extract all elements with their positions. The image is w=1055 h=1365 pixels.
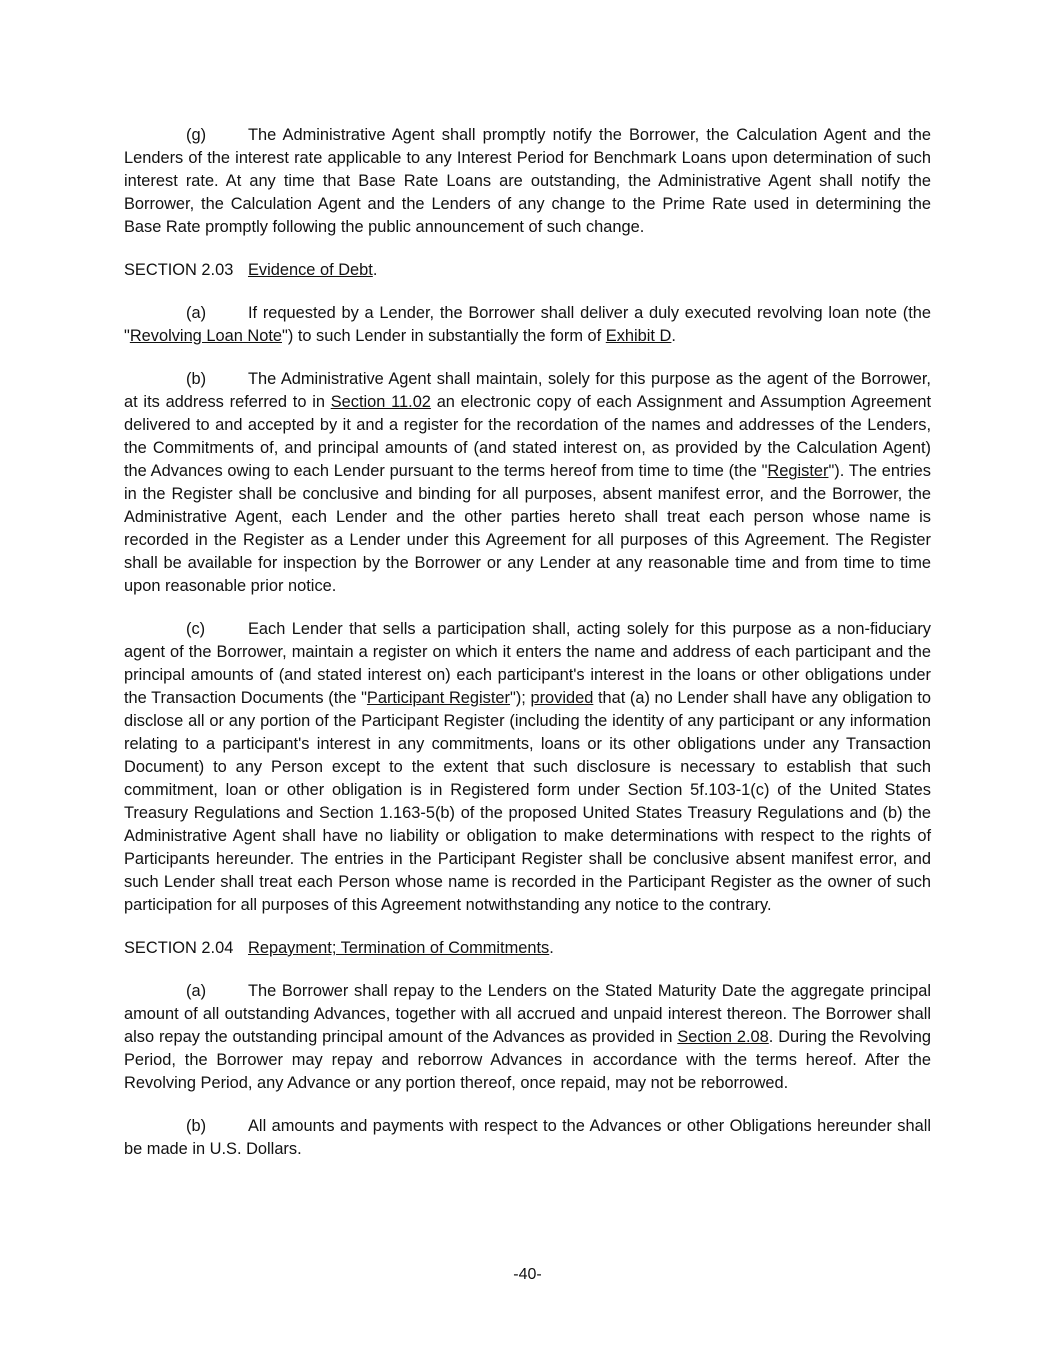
section-2-03-heading: SECTION 2.03 Evidence of Debt. — [124, 259, 931, 282]
paragraph-g — [124, 124, 931, 239]
paragraph-2-04-b — [124, 1115, 931, 1161]
defined-term-participant-register: Participant Register — [366, 689, 511, 707]
paragraph-2-03-b: (b) The Administrative Agent shall maintain, solely for this purpose as the agent of the Borrower, at its address referred to in Section 11.02 an electronic copy of each Assignment and Assumption Agreement delivered to and accepted by it and a register for the recordation of the names and addresses of the Lenders, the Commitments of, and principal amounts of (and stated interest on, as provided by the Calculation Agent) the Advances owing to each Lender pursuant to the terms hereof from time to time (the "Register"). The entries in the Register shall be conclusive and binding for all purposes, absent manifest error, and the Borrower, the Administrative Agent, each Lender and the other parties hereto shall treat each person whose name is recorded in the Register as a Lender under this Agreement for all purposes of this Agreement. The Register shall be available for inspection by the Borrower or any Lender at any reasonable time and from time to time upon reasonable prior notice. — [124, 370, 931, 595]
section-reference: Section 2.08 — [677, 1028, 769, 1046]
paragraph-label: (b) — [186, 370, 207, 388]
proviso-term: provided — [530, 689, 594, 707]
section-2-04-heading: SECTION 2.04 Repayment; Termination of Commitments. — [124, 937, 931, 960]
page-number: -40- — [513, 1266, 542, 1283]
section-title: Evidence of Debt — [248, 261, 373, 279]
paragraph-text: All amounts and payments with respect to the Advances or other Obligations hereunder shall be made in U.S. Dollars. — [124, 1117, 931, 1158]
section-number: SECTION 2.03 — [124, 261, 234, 279]
document-page — [124, 124, 931, 1181]
paragraph-label: (b) — [186, 1117, 207, 1135]
section-reference: Section 11.02 — [330, 393, 431, 411]
paragraph-text: The Administrative Agent shall promptly notify the Borrower, the Calculation Agent and the Lenders of the interest rate applicable to any Interest Period for Benchmark Loans upon determination of such interest rate. At any time that Base Rate Loans are outstanding, the Administrative Agent shall notify the Borrower, the Calculation Agent and the Lenders of any change to the Prime Rate used in determining the Base Rate promptly following the public announcement of such change. — [124, 126, 931, 236]
paragraph-label: (a) — [186, 304, 207, 322]
paragraph-label: (c) — [186, 620, 206, 638]
defined-term-revolving-loan-note: Revolving Loan Note — [129, 327, 282, 345]
section-number: SECTION 2.04 — [124, 939, 234, 957]
paragraph-2-03-c: (c) Each Lender that sells a participation shall, acting solely for this purpose as a non-fiduciary agent of the Borrower, maintain a register on which it enters the name and address of each participant and the principal amounts of (and stated interest on) each participant's interest in the loans or other obligations under the Transaction Documents (the "Participant Register"); provided that (a) no Lender shall have any obligation to disclose all or any portion of the Participant Register (including the identity of any participant or any information relating to a participant's interest in any commitments, loans or its other obligations under any Transaction Document) to any Person except to the extent that such disclosure is necessary to establish that such commitment, loan or other obligation is in Registered form under Section 5f.103-1(c) of the United States Treasury Regulations and Section 1.163-5(b) of the proposed United States Treasury Regulations and (b) the Administrative Agent shall have no liability or obligation to make determinations with respect to the rights of Participants hereunder. The entries in the Participant Register shall be conclusive absent manifest error, and such Lender shall treat each Person whose name is recorded in the Participant Register as the owner of such participation for all purposes of this Agreement notwithstanding any notice to the contrary. — [124, 620, 931, 914]
paragraph-2-03-a: (a) If requested by a Lender, the Borrower shall deliver a duly executed revolving loan note (the "Revolving Loan Note") to such Lender in substantially the form of Exhibit D. — [124, 304, 931, 345]
paragraph-label: (g) — [186, 126, 207, 144]
exhibit-reference: Exhibit D — [605, 327, 672, 345]
paragraph-2-04-a: (a) The Borrower shall repay to the Lenders on the Stated Maturity Date the aggregate principal amount of all outstanding Advances, together with all accrued and unpaid interest thereon. The Borrower shall also repay the outstanding principal amount of the Advances as provided in Section 2.08. During the Revolving Period, the Borrower may repay and reborrow Advances in accordance with the terms hereof. After the Revolving Period, any Advance or any portion thereof, once repaid, may not be reborrowed. — [124, 982, 931, 1092]
paragraph-label: (a) — [186, 982, 207, 1000]
defined-term-register: Register — [767, 462, 829, 480]
section-title: Repayment; Termination of Commitments — [248, 939, 550, 957]
